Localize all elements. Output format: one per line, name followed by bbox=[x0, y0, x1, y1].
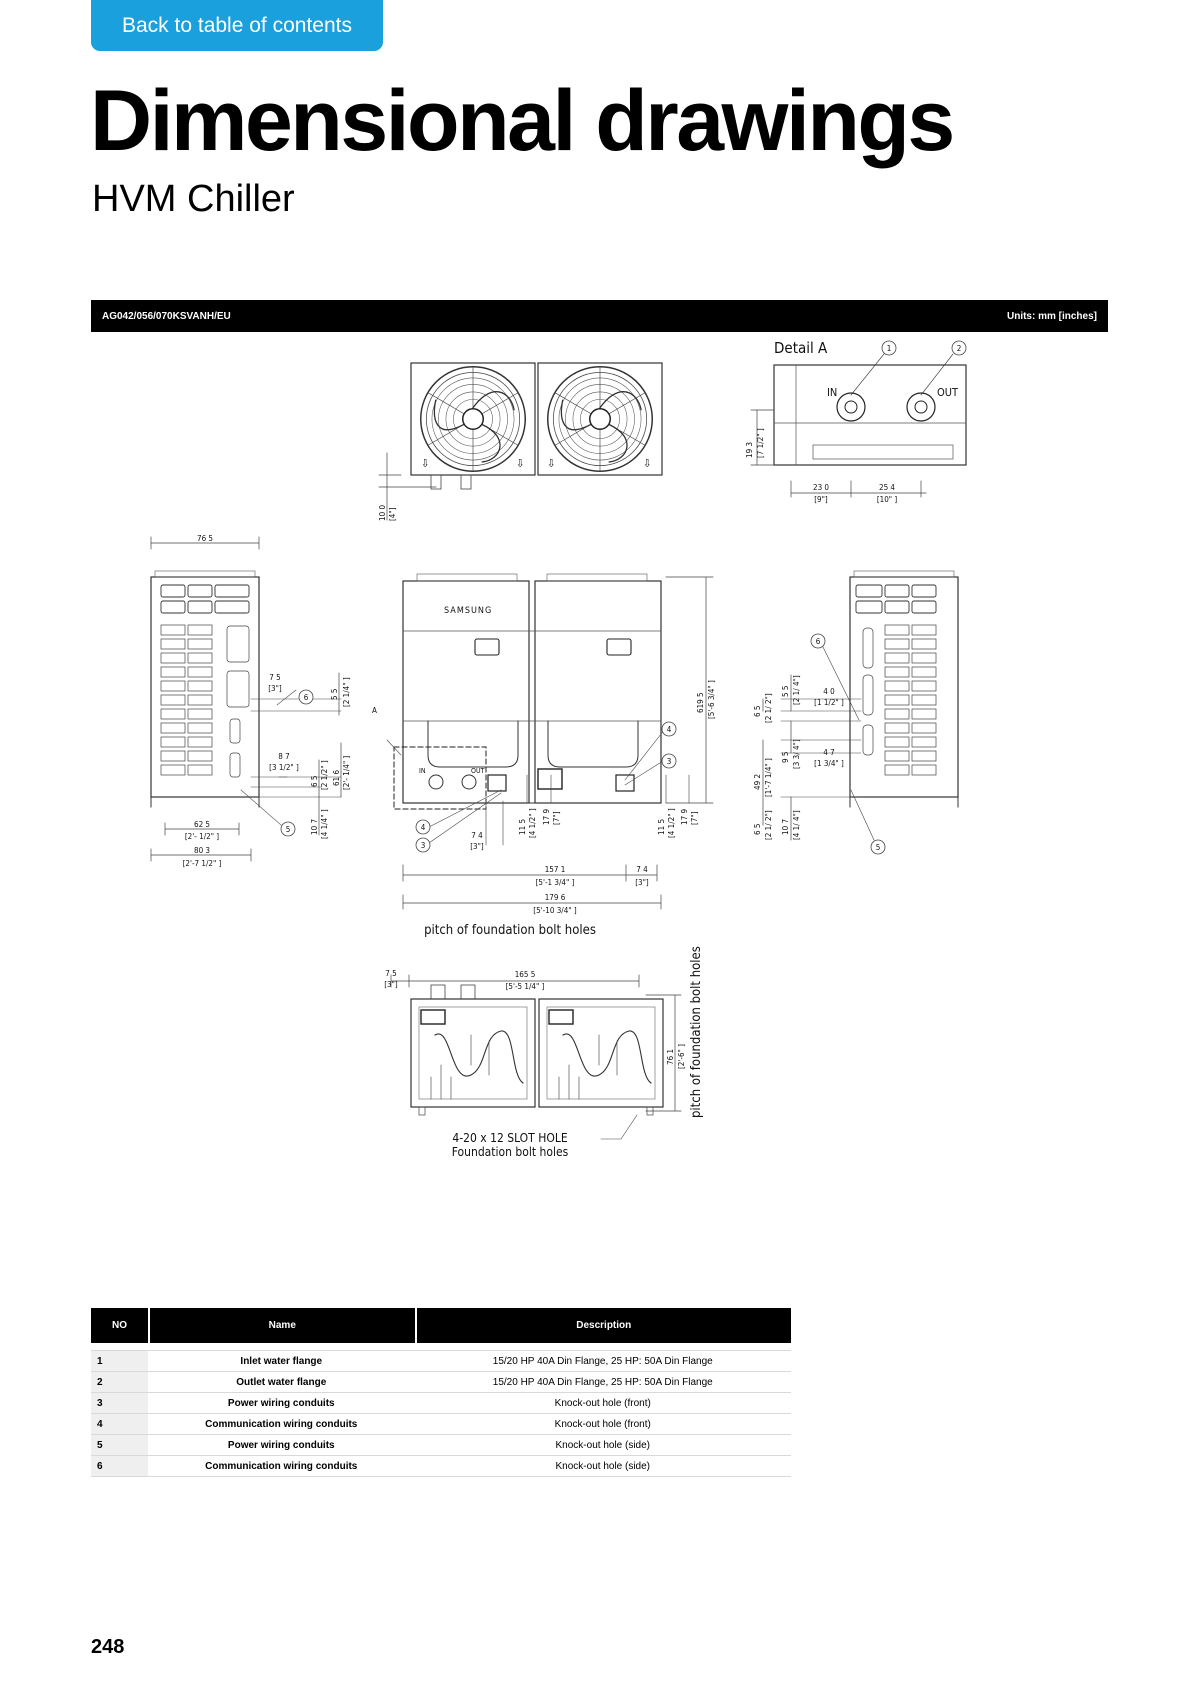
dim-761: 76 1 bbox=[666, 1048, 675, 1065]
pitch-label-horizontal: pitch of foundation bolt holes bbox=[424, 923, 596, 938]
callout-5-right: 5 bbox=[875, 843, 881, 852]
dim-107-right: 10 7 bbox=[781, 818, 790, 835]
front-view bbox=[372, 574, 716, 938]
dim-115b-in: [4 1/2" ] bbox=[667, 808, 676, 838]
col-description: Description bbox=[415, 1308, 791, 1343]
dim-193-in: [7 1/2" ] bbox=[756, 428, 765, 458]
dim-65: 6 5 bbox=[310, 775, 319, 787]
callout-4-front-right: 4 bbox=[666, 725, 672, 734]
row-description: 15/20 HP 40A Din Flange, 25 HP: 50A Din Flange bbox=[415, 1351, 791, 1372]
pitch-label-vertical: pitch of foundation bolt holes bbox=[689, 946, 704, 1118]
dim-75-bottom-in: [3"] bbox=[384, 980, 398, 989]
dim-55: 5 5 bbox=[330, 688, 339, 700]
dim-179b-in: [7"] bbox=[690, 811, 699, 825]
svg-text:⇩: ⇩ bbox=[643, 457, 652, 470]
top-view bbox=[378, 363, 662, 521]
table-row bbox=[91, 1351, 791, 1372]
table-row bbox=[91, 1456, 791, 1477]
dim-1796: 179 6 bbox=[544, 893, 566, 902]
svg-text:⇩: ⇩ bbox=[547, 457, 556, 470]
dim-6195-in: [5'-6 3/4" ] bbox=[707, 680, 716, 719]
dim-40-right-in: [1 1/2" ] bbox=[814, 698, 844, 707]
dim-6195: 619 5 bbox=[696, 692, 705, 713]
section-marker: A bbox=[372, 706, 377, 715]
dim-179a-in: [7"] bbox=[552, 811, 561, 825]
dim-107: 10 7 bbox=[310, 818, 319, 835]
row-no: 5 bbox=[91, 1435, 148, 1456]
row-no: 6 bbox=[91, 1456, 148, 1477]
row-no: 4 bbox=[91, 1414, 148, 1435]
dim-803: 80 3 bbox=[193, 846, 211, 855]
dim-1796-in: [5'-10 3/4" ] bbox=[533, 906, 577, 915]
front-in-label: IN bbox=[419, 767, 426, 775]
left-side-view bbox=[151, 534, 351, 868]
dim-230: 23 0 bbox=[812, 483, 830, 492]
dim-65a-right: 6 5 bbox=[753, 705, 762, 717]
front-out-label: OUT bbox=[471, 767, 485, 775]
dim-47-right: 4 7 bbox=[823, 748, 835, 757]
row-no: 1 bbox=[91, 1351, 148, 1372]
dim-115b: 11 5 bbox=[657, 818, 666, 835]
dim-254: 25 4 bbox=[878, 483, 896, 492]
dim-65a-right-in: [2 1/ 2"] bbox=[764, 693, 773, 723]
callout-6-left: 6 bbox=[303, 693, 309, 702]
detail-callout-2: 2 bbox=[956, 344, 962, 353]
dim-254-in: [10" ] bbox=[876, 495, 898, 504]
slot-hole-note: 4-20 x 12 SLOT HOLE bbox=[452, 1131, 568, 1145]
row-name: Inlet water flange bbox=[148, 1351, 415, 1372]
dim-95-right: 9 5 bbox=[781, 751, 790, 763]
out-label: OUT bbox=[937, 386, 959, 399]
row-description: Knock-out hole (front) bbox=[415, 1414, 791, 1435]
table-row bbox=[91, 1435, 791, 1456]
callout-4-front: 4 bbox=[420, 823, 426, 832]
dim-107-right-in: [4 1/ 4"] bbox=[792, 810, 801, 840]
row-description: Knock-out hole (front) bbox=[415, 1393, 791, 1414]
dim-100-in: [4"] bbox=[388, 507, 397, 521]
dim-87-in: [3 1/2" ] bbox=[269, 763, 299, 772]
foundation-holes-note: Foundation bolt holes bbox=[451, 1145, 569, 1159]
dim-87: 8 7 bbox=[278, 752, 290, 761]
dim-74a: 7 4 bbox=[471, 831, 483, 840]
dim-625: 62 5 bbox=[193, 820, 211, 829]
dim-55-in: [2 1/4" ] bbox=[342, 677, 351, 707]
dim-75: 7 5 bbox=[269, 673, 281, 682]
dim-492-right-in: [1'-7 1/4" ] bbox=[764, 758, 773, 797]
row-description: Knock-out hole (side) bbox=[415, 1456, 791, 1477]
dim-492-right: 49 2 bbox=[753, 773, 762, 790]
dim-74b: 7 4 bbox=[636, 865, 648, 874]
dim-40-right: 4 0 bbox=[823, 687, 835, 696]
dim-179b: 17 9 bbox=[680, 808, 689, 825]
dim-230-in: [9"] bbox=[814, 495, 828, 504]
page-title: Dimensional drawings bbox=[90, 73, 953, 169]
model-code: AG042/056/070KSVANH/EU bbox=[102, 310, 231, 322]
dim-761-in: [2'-6" ] bbox=[677, 1044, 686, 1069]
dim-74b-in: [3"] bbox=[635, 878, 649, 887]
callout-3-front-right: 3 bbox=[666, 757, 672, 766]
dim-1655: 165 5 bbox=[514, 970, 536, 979]
dim-100: 10 0 bbox=[378, 504, 387, 521]
dim-65b-right-in: [2 1/ 2"] bbox=[764, 810, 773, 840]
table-row bbox=[91, 1372, 791, 1393]
row-description: Knock-out hole (side) bbox=[415, 1435, 791, 1456]
dimensional-drawing bbox=[91, 335, 1108, 1275]
row-no: 2 bbox=[91, 1372, 148, 1393]
dim-1571-in: [5'-1 3/4" ] bbox=[535, 878, 575, 887]
brand-label: SAMSUNG bbox=[444, 606, 493, 616]
dim-616: 61 6 bbox=[332, 769, 341, 786]
dim-625-in: [2'- 1/2" ] bbox=[184, 832, 220, 841]
dim-65b-right: 6 5 bbox=[753, 823, 762, 835]
in-label: IN bbox=[827, 386, 838, 399]
row-name: Power wiring conduits bbox=[148, 1435, 415, 1456]
svg-text:⇩: ⇩ bbox=[421, 457, 430, 470]
dim-55-right: 5 5 bbox=[781, 685, 790, 697]
components-table bbox=[91, 1308, 791, 1477]
dim-765: 76 5 bbox=[196, 534, 214, 543]
dim-55-right-in: [2 1/ 4"] bbox=[792, 675, 801, 705]
detail-callout-1: 1 bbox=[886, 344, 892, 353]
row-name: Communication wiring conduits bbox=[148, 1414, 415, 1435]
dim-1571: 157 1 bbox=[544, 865, 566, 874]
bottom-view bbox=[384, 946, 704, 1159]
dim-616-in: [2'- 1/4" ] bbox=[342, 755, 351, 790]
row-no: 3 bbox=[91, 1393, 148, 1414]
dim-75-in: [3"] bbox=[268, 684, 282, 693]
dim-803-in: [2'-7 1/2" ] bbox=[182, 859, 222, 868]
right-side-view bbox=[753, 571, 958, 854]
row-name: Power wiring conduits bbox=[148, 1393, 415, 1414]
row-name: Communication wiring conduits bbox=[148, 1456, 415, 1477]
page-number: 248 bbox=[91, 1636, 125, 1658]
dim-74a-in: [3"] bbox=[470, 842, 484, 851]
back-to-contents-button[interactable]: Back to table of contents bbox=[91, 0, 383, 51]
dim-75-bottom: 7 5 bbox=[385, 969, 397, 978]
dim-179a: 17 9 bbox=[542, 808, 551, 825]
col-no: NO bbox=[91, 1308, 148, 1343]
dim-65-in: [2 1/2" ] bbox=[320, 760, 329, 790]
model-bar bbox=[91, 300, 1108, 332]
detail-a-title: Detail A bbox=[774, 339, 828, 357]
dim-115a-in: [4 1/2" ] bbox=[528, 808, 537, 838]
table-row bbox=[91, 1393, 791, 1414]
dim-1655-in: [5'-5 1/4" ] bbox=[505, 982, 545, 991]
dim-115a: 11 5 bbox=[518, 818, 527, 835]
svg-text:⇩: ⇩ bbox=[516, 457, 525, 470]
table-row bbox=[91, 1414, 791, 1435]
row-description: 15/20 HP 40A Din Flange, 25 HP: 50A Din Flange bbox=[415, 1372, 791, 1393]
row-name: Outlet water flange bbox=[148, 1372, 415, 1393]
callout-3-front: 3 bbox=[420, 841, 426, 850]
page-subtitle: HVM Chiller bbox=[92, 178, 295, 220]
callout-6-right: 6 bbox=[815, 637, 821, 646]
dim-47-right-in: [1 3/4" ] bbox=[814, 759, 844, 768]
detail-a-view bbox=[745, 339, 966, 504]
dim-193: 19 3 bbox=[745, 441, 754, 458]
dim-95-right-in: [3 3/ 4"] bbox=[792, 739, 801, 769]
units-label: Units: mm [inches] bbox=[1006, 310, 1097, 322]
col-name: Name bbox=[148, 1308, 415, 1343]
callout-5-left: 5 bbox=[285, 825, 291, 834]
dim-107-in: [4 1/4" ] bbox=[320, 809, 329, 839]
